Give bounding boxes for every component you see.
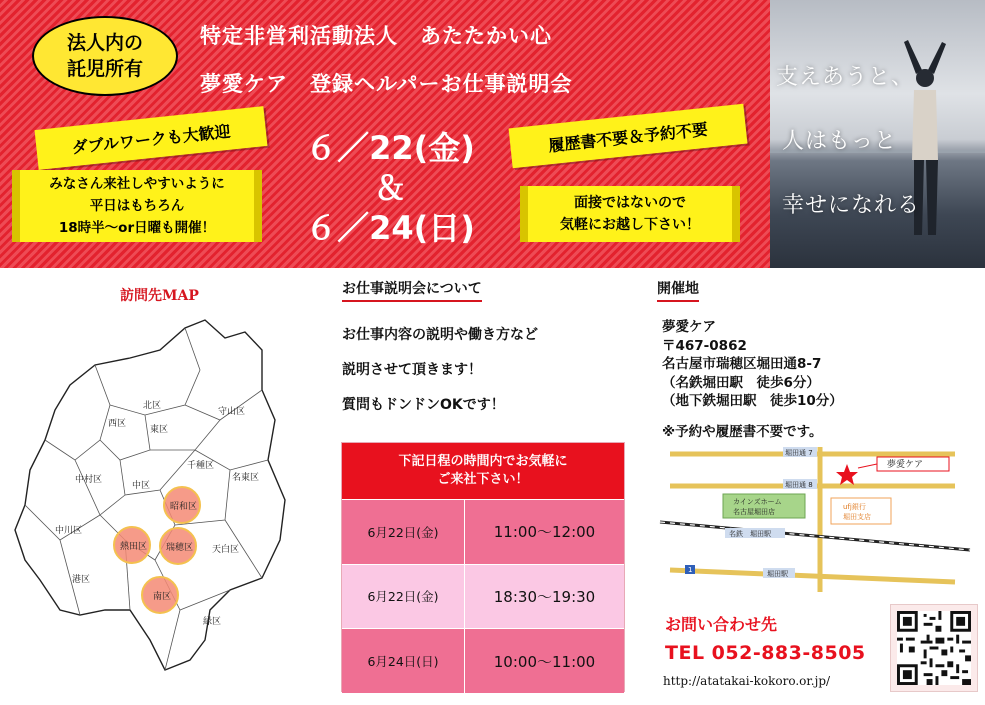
schedule-note-scroll xyxy=(12,170,262,242)
ward-label-higashi: 東区 xyxy=(150,425,169,435)
access-map xyxy=(655,442,975,602)
photo-caption-line-3: 幸せになれる xyxy=(782,193,921,218)
ward-label-minami: 南区 xyxy=(153,592,172,602)
schedule-date: 6月22日(金) xyxy=(342,565,465,629)
destination-label: 夢愛ケア xyxy=(887,460,924,470)
childcare-badge-line-2: 託児所有 xyxy=(66,58,143,80)
about-body xyxy=(342,318,632,423)
no-resume-tag: 履歴書不要＆予約不要 xyxy=(509,104,748,168)
contact-heading: お問い合わせ先 xyxy=(665,615,778,634)
venue-address xyxy=(662,318,962,411)
childcare-badge xyxy=(32,16,178,96)
schedule-header xyxy=(342,443,624,499)
ward-label-atsuta: 熱田区 xyxy=(120,542,148,552)
venue-heading: 開催地 xyxy=(657,278,699,302)
ward-label-showa: 昭和区 xyxy=(170,502,198,512)
about-line-2: 説明させて頂きます！ xyxy=(342,362,482,378)
event-date-2: ６／24(日) xyxy=(305,209,475,247)
landmark-cainz-line-2: 名古屋堀田店 xyxy=(733,508,775,516)
website-link[interactable]: http://atatakai-kokoro.or.jp/ xyxy=(663,674,831,688)
event-date-ampersand: ＆ xyxy=(373,169,406,207)
schedule-time: 11:00〜12:00 xyxy=(493,523,596,542)
venue-access-subway: （地下鉄堀田駅 徒歩10分） xyxy=(662,393,843,409)
photo-caption-line-2: 人はもっと xyxy=(782,129,898,154)
schedule-note-line-1: みなさん来社しやすいように xyxy=(49,176,225,192)
street-label-7: 堀田通 7 xyxy=(785,449,813,457)
ward-label-nishi: 西区 xyxy=(108,419,127,429)
photo-caption-line-1: 支えあうと、 xyxy=(776,65,915,90)
casual-visit-scroll xyxy=(520,186,740,242)
seaside-photo xyxy=(770,0,985,268)
venue-postal-code: 〒467-0862 xyxy=(662,337,747,354)
ward-label-chikusa: 千種区 xyxy=(187,461,215,471)
schedule-time: 18:30〜19:30 xyxy=(493,587,596,606)
venue-name: 夢愛ケア xyxy=(662,319,716,335)
ward-label-nakamura: 中村区 xyxy=(75,475,103,485)
ward-label-nakagawa: 中川区 xyxy=(55,526,83,536)
qr-code-pattern xyxy=(897,611,971,685)
route-number-label: 1 xyxy=(688,566,693,574)
organization-title: 特定非営利活動法人 あたたかい心 xyxy=(200,24,552,48)
destination-star-icon xyxy=(836,464,858,485)
double-work-tag: ダブルワークも大歓迎 xyxy=(35,106,268,170)
landmark-cainz-line-1: カインズホーム xyxy=(733,498,782,506)
ward-label-minato: 港区 xyxy=(72,575,91,585)
table-row xyxy=(342,628,624,693)
table-row xyxy=(342,564,624,629)
table-row xyxy=(342,499,624,564)
schedule-header-line-2: ご来社下さい！ xyxy=(437,472,529,487)
schedule-note-line-3: 18時半〜or日曜も開催！ xyxy=(58,220,216,236)
venue-street: 名古屋市瑞穂区堀田通8-7 xyxy=(662,356,822,372)
contact-phone[interactable]: TEL 052-883-8505 xyxy=(665,642,866,664)
event-dates xyxy=(290,128,490,248)
about-heading: お仕事説明会について xyxy=(342,278,482,302)
ward-label-naka: 中区 xyxy=(132,481,151,491)
landmark-bank-line-2: 堀田支店 xyxy=(843,513,871,521)
casual-visit-line-2: 気軽にお越し下さい！ xyxy=(560,217,700,233)
schedule-date: 6月24日(日) xyxy=(342,629,465,693)
ward-label-moriyama: 守山区 xyxy=(218,407,246,417)
schedule-note-line-2: 平日はもちろん xyxy=(89,198,185,214)
venue-note: ※予約や履歴書不要です。 xyxy=(662,424,823,440)
ward-label-meito: 名東区 xyxy=(232,473,260,483)
ward-label-tempaku: 天白区 xyxy=(212,545,240,555)
childcare-badge-line-1: 法人内の xyxy=(66,32,143,54)
map-title: 訪問先MAP xyxy=(120,288,199,304)
schedule-time: 10:00〜11:00 xyxy=(493,652,596,671)
about-line-1: お仕事内容の説明や働き方など xyxy=(342,327,538,343)
schedule-header-line-1: 下記日程の時間内でお気軽に xyxy=(398,454,568,469)
venue-access-meitetsu: （名鉄堀田駅 徒歩6分） xyxy=(662,374,820,391)
ward-label-kita: 北区 xyxy=(143,401,162,411)
qr-code-image[interactable] xyxy=(890,604,978,692)
schedule-date: 6月22日(金) xyxy=(342,500,465,564)
station-meitetsu-label: 名鉄 堀田駅 xyxy=(729,530,771,538)
station-subway-label: 堀田駅 xyxy=(767,570,788,578)
nagoya-ward-map xyxy=(0,310,300,700)
landmark-bank-line-1: ufj銀行 xyxy=(843,503,866,511)
schedule-table xyxy=(341,442,625,692)
event-date-1: ６／22(金) xyxy=(305,129,475,167)
map-outline xyxy=(15,320,285,670)
casual-visit-line-1: 面接ではないので xyxy=(574,195,686,211)
ward-label-midori: 緑区 xyxy=(203,617,222,627)
event-banner xyxy=(0,0,770,268)
ward-label-mizuho: 瑞穂区 xyxy=(166,543,194,553)
about-line-3: 質問もドンドンOKです！ xyxy=(342,397,505,413)
event-title: 夢愛ケア 登録ヘルパーお仕事説明会 xyxy=(200,72,573,96)
street-label-8: 堀田通 8 xyxy=(785,481,813,489)
